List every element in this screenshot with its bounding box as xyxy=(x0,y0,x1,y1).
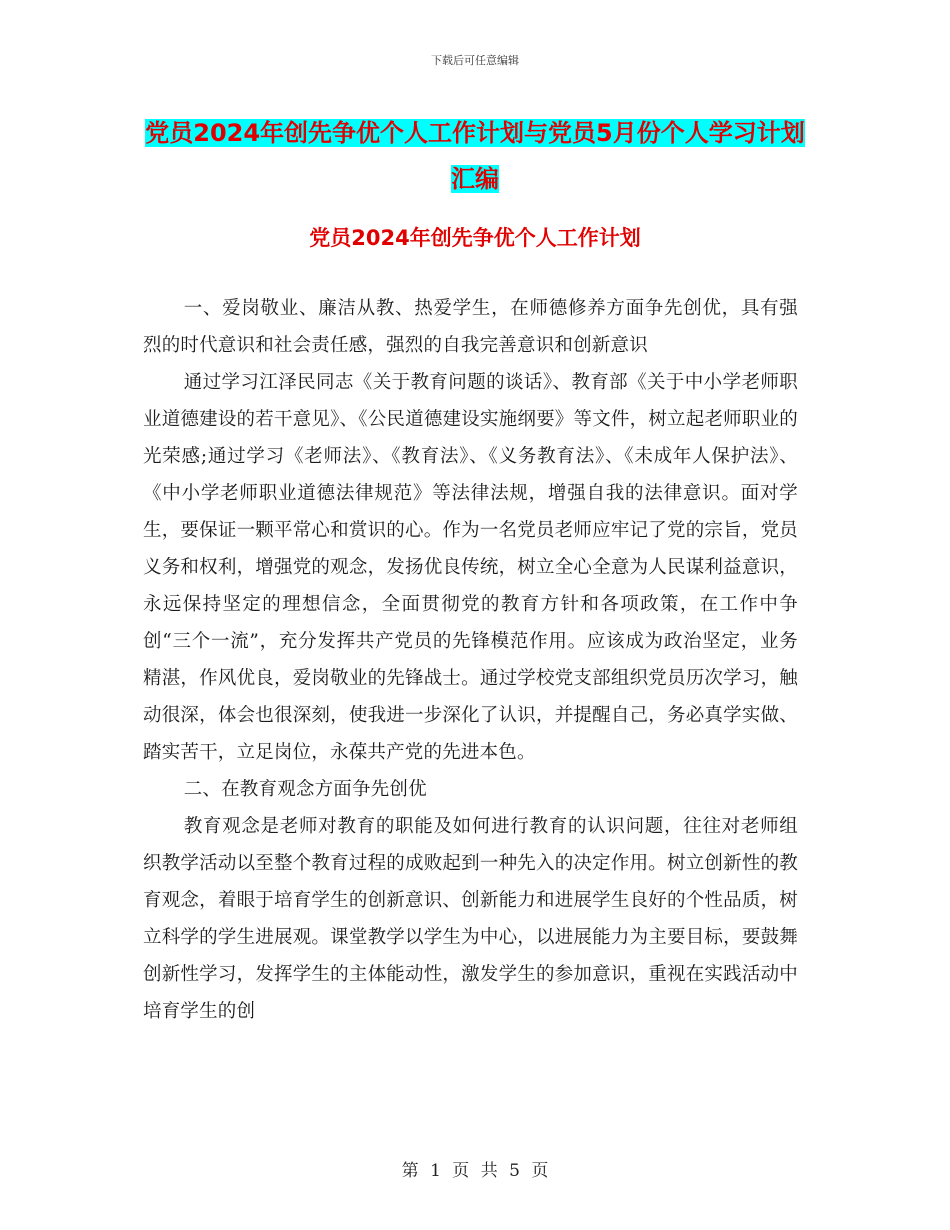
paragraph: 一、爱岗敬业、廉洁从教、热爱学生，在师德修养方面争先创优，具有强烈的时代意识和社会责任感，强烈的自我完善意识和创新意识 xyxy=(143,298,798,356)
section-title: 党员2024年创先争优个人工作计划 xyxy=(309,226,641,250)
paragraph: 二、在教育观念方面争先创优 xyxy=(183,779,427,800)
paragraph: 教育观念是老师对教育的职能及如何进行教育的认识问题，往往对老师组织教学活动以至整个教育过程的成败起到一种先入的决定作用。树立创新性的教育观念，着眼于培育学生的创新意识、创新能力和进展学生良好的个性品质，树立科学的学生进展观。课堂教学以学生为中心，以进展能力为主要目标，要鼓舞创新性学习，发挥学生的主体能动性，激发学生的参加意识，重视在实践活动中培育学生的创 xyxy=(143,816,798,1022)
document-title xyxy=(140,110,810,202)
paragraph: 通过学习江泽民同志《关于教育问题的谈话》、教育部《关于中小学老师职业道德建设的若干意见》、《公民道德建设实施纲要》等文件，树立起老师职业的光荣感;通过学习《老师法》、《教育法》、《义务教育法》、《未成年人保护法》、《中小学老师职业道德法律规范》等法律法规，增强自我的法律意识。面对学生，要保证一颗平常心和赏识的心。作为一名党员老师应牢记了党的宗旨，党员义务和权利，增强党的观念，发扬优良传统，树立全心全意为人民谋利益意识，永远保持坚定的理想信念，全面贯彻党的教育方针和各项政策，在工作中争创“三个一流”，充分发挥共产党员的先锋模范作用。应该成为政治坚定，业务精湛，作风优良，爱岗敬业的先锋战士。通过学校党支部组织党员历次学习，触动很深，体会也很深刻，使我进一步深化了认识，并提醒自己，务必真学实做、踏实苦干，立足岗位，永葆共产党的先进本色。 xyxy=(143,372,798,763)
header-note: 下载后可任意编辑 xyxy=(431,54,519,67)
page-footer: 第 1 页 共 5 页 xyxy=(401,1161,549,1181)
page-header xyxy=(0,52,950,68)
document-title-text: 党员2024年创先争优个人工作计划与党员5月份个人学习计划汇编 xyxy=(145,119,805,193)
document-body xyxy=(143,290,798,1030)
